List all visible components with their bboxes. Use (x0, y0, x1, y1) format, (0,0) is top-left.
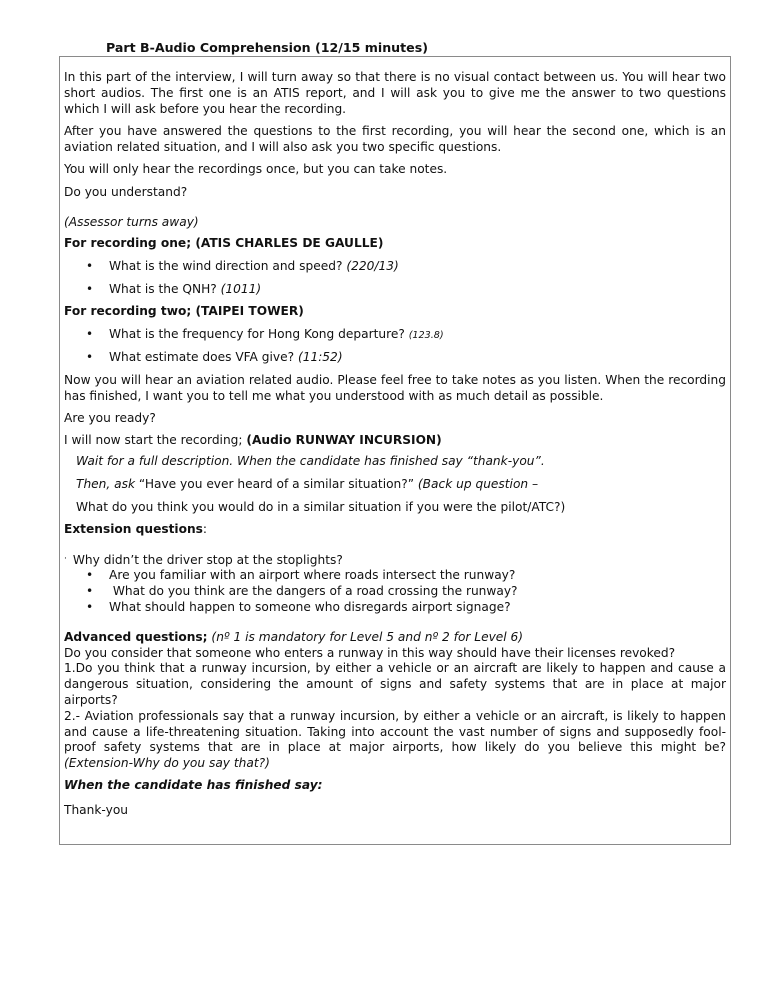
extension-label-line (64, 522, 726, 538)
question-text: What is the wind direction and speed? (109, 259, 347, 274)
advanced-question-2-text: 2.- Aviation professionals say that a runway incursion, by either a vehicle or an aircraft, is likely to happen and cause a life-threatening situation. Taking into account the vast number of signs and supposedly fool-proof safety systems that are in place at major airports, how likely do you believe this might be? (64, 708, 726, 755)
extension-first-question (64, 552, 726, 569)
intro-paragraph-3: You will only hear the recordings once, but you can take notes. (64, 161, 448, 176)
closing-text: Thank-you (64, 802, 128, 817)
audio-instructions: Now you will hear an aviation related audio. Please feel free to take notes as you listen. When the recording has finished, I want you to tell me what you understood with as much detail as possible. (64, 373, 726, 403)
extension-question (64, 584, 726, 600)
recording-one-label: For recording one; (ATIS CHARLES DE GAULLE) (64, 236, 384, 251)
advanced-note: (nº 1 is mandatory for Level 5 and nº 2 for Level 6) (207, 629, 524, 644)
section-heading: Part B-Audio Comprehension (12/15 minutes) (106, 40, 428, 55)
small-bullet-icon: · (64, 553, 67, 564)
recording-two-question (64, 327, 726, 344)
bullet-icon: • (86, 584, 94, 599)
then-ask-line (64, 477, 726, 493)
bullet-icon: • (86, 259, 94, 274)
recording-one-question (64, 282, 726, 298)
intro-paragraph-1: In this part of the interview, I will turn away so that there is no visual contact between us. You will hear two short audios. The first one is an ATIS report, and I will ask you to give me the answer to two questions which I will ask before you hear the recording. (64, 70, 726, 116)
bullet-icon: • (86, 568, 94, 583)
closing-label: When the candidate has finished say: (64, 777, 323, 792)
extension-question (64, 600, 726, 616)
assessor-note: (Assessor turns away) (64, 214, 199, 229)
start-recording-line (64, 433, 726, 449)
question-answer: (123.8) (408, 329, 444, 341)
extension-first-text: Why didn’t the driver stop at the stoplights? (72, 552, 343, 567)
bullet-icon: • (86, 281, 94, 296)
advanced-question-0: Do you consider that someone who enters a runway in this way should have their licenses revoked? (64, 645, 676, 660)
advanced-label-line (64, 630, 726, 646)
advanced-question-2-extension: (Extension-Why do you say that?) (64, 756, 270, 771)
recording-one-question (64, 259, 726, 275)
advanced-label: Advanced questions; (64, 629, 208, 644)
extension-question-text: What do you think are the dangers of a road crossing the runway? (109, 584, 518, 599)
extension-colon: : (202, 521, 208, 536)
bullet-icon: • (86, 326, 94, 341)
advanced-question-1: 1.Do you think that a runway incursion, by either a vehicle or an aircraft are likely to happen and cause a dangerous situation, considering the amount of signs and safety systems that are in place at major airports? (64, 661, 726, 707)
audio-title: (Audio RUNWAY INCURSION) (246, 432, 442, 447)
extension-question-text: Are you familiar with an airport where roads intersect the runway? (109, 568, 516, 583)
recording-two-question (64, 350, 726, 366)
question-answer: (1011) (220, 281, 262, 296)
ready-question: Are you ready? (64, 410, 156, 425)
then-ask-question: “Have you ever heard of a similar situation?” (138, 477, 418, 492)
extension-label: Extension questions (64, 521, 203, 536)
extension-question (64, 568, 726, 584)
recording-two-label: For recording two; (TAIPEI TOWER) (64, 303, 304, 318)
extension-question-text: What should happen to someone who disregards airport signage? (109, 599, 511, 614)
bullet-icon: • (86, 599, 94, 614)
question-answer: (220/13) (346, 259, 399, 274)
start-recording-text: I will now start the recording; (64, 432, 247, 447)
backup-question: What do you think you would do in a similar situation if you were the pilot/ATC?) (76, 499, 566, 514)
wait-instruction: Wait for a full description. When the candidate has finished say “thank-you”. (76, 454, 545, 469)
bullet-icon: • (86, 350, 94, 365)
intro-question: Do you understand? (64, 184, 188, 199)
intro-paragraph-2: After you have answered the questions to the first recording, you will hear the second one, which is an aviation related situation, and I will also ask you two specific questions. (64, 124, 726, 155)
question-text: What is the frequency for Hong Kong departure? (109, 326, 409, 341)
question-text: What estimate does VFA give? (109, 350, 298, 365)
question-text: What is the QNH? (109, 281, 221, 296)
backup-question-label: (Back up question – (417, 477, 539, 492)
then-ask-label: Then, ask (76, 477, 139, 492)
advanced-question-2 (64, 709, 726, 772)
interview-box (59, 56, 731, 845)
question-answer: (11:52) (297, 350, 343, 365)
